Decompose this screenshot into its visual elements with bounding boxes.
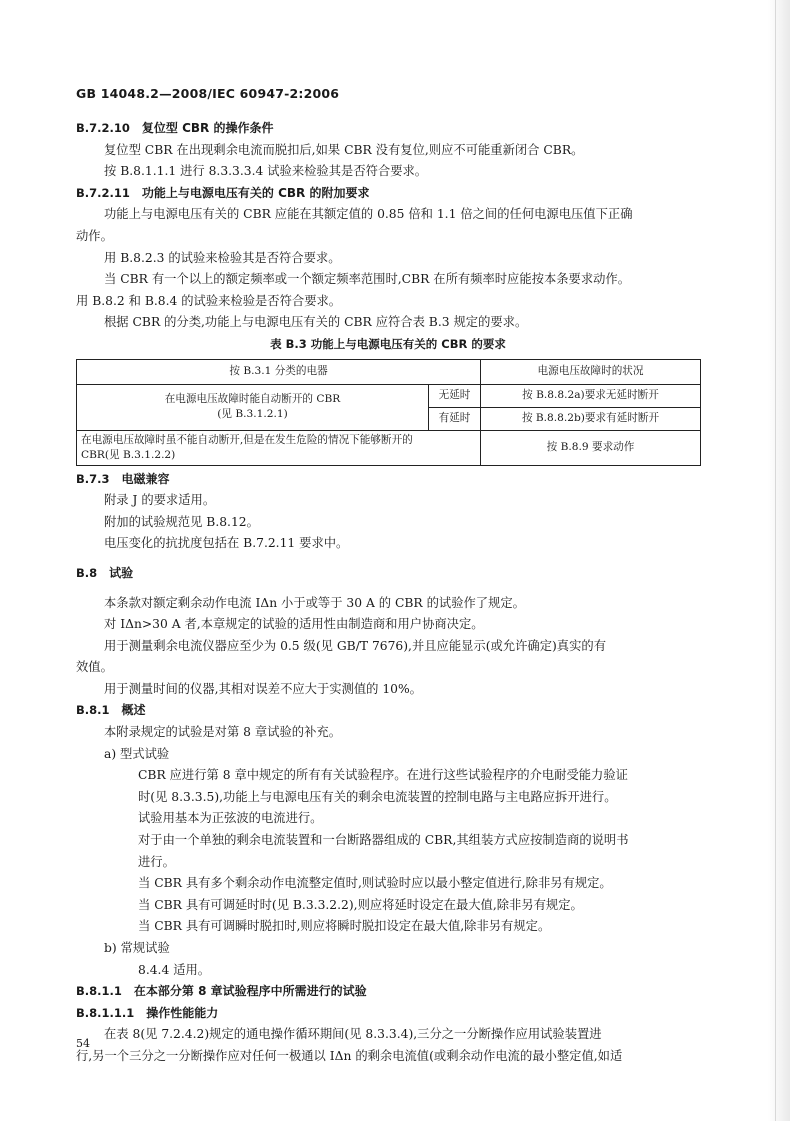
table-header-status: 电源电压故障时的状况 [481, 359, 701, 384]
paragraph-line: 对 IΔn>30 A 者,本章规定的试验的适用性由制造商和用户协商决定。 [104, 617, 484, 632]
section-heading [76, 563, 700, 585]
section-title: 试验 [109, 565, 134, 580]
table-cell-non-auto-status: 按 B.8.9 要求动作 [481, 430, 701, 465]
spacer [76, 585, 700, 593]
table-row [77, 384, 701, 407]
section-number: B.7.2.11 [76, 185, 130, 200]
paragraph-line: 用于测量时间的仪器,其相对误差不应大于实测值的 10%。 [104, 681, 422, 696]
section-number: B.7.3 [76, 471, 110, 486]
section-number: B.8 [76, 565, 98, 580]
paragraph-line: 8.4.4 适用。 [138, 962, 211, 977]
page-number: 54 [76, 1037, 90, 1050]
section-heading [76, 981, 700, 1003]
table-cell-text: 在电源电压故障时虽不能自动断开,但是在发生危险的情况下能够断开的 [81, 433, 413, 446]
table-cell-no-delay-status: 按 B.8.8.2a)要求无延时断开 [481, 384, 701, 407]
section-title: 操作性能能力 [146, 1005, 219, 1020]
paragraph-line: 当 CBR 具有可调延时时(见 B.3.3.2.2),则应将延时设定在最大值,除非另有规定。 [138, 897, 583, 912]
paragraph-line: 当 CBR 具有多个剩余动作电流整定值时,则试验时应以最小整定值进行,除非另有规定。 [138, 876, 612, 891]
paragraph-line: 当 CBR 具有可调瞬时脱扣时,则应将瞬时脱扣设定在最大值,除非另有规定。 [138, 919, 551, 934]
paragraph-line: 附录 J 的要求适用。 [104, 493, 216, 508]
paragraph-line: 本条款对额定剩余动作电流 IΔn 小于或等于 30 A 的 CBR 的试验作了规定。 [104, 595, 525, 610]
paragraph-continuation: 效值。 [76, 660, 113, 675]
paragraph-line: 当 CBR 有一个以上的额定频率或一个额定频率范围时,CBR 在所有频率时应能按本条要求动作。 [104, 272, 631, 287]
section-b7-2 [76, 118, 700, 334]
standard-header: GB 14048.2—2008/IEC 60947-2:2006 [76, 86, 340, 101]
section-heading [76, 700, 700, 722]
paragraph-line: 用 B.8.2.3 的试验来检验其是否符合要求。 [104, 250, 341, 265]
paragraph-continuation: 行,另一个三分之一分断操作应对任何一极通以 IΔn 的剩余电流值(或剩余动作电流的最小整定值,如适 [76, 1048, 623, 1063]
paragraph-line: 用于测量剩余电流仪器应至少为 0.5 级(见 GB/T 7676),并且应能显示(或允许确定)真实的有 [104, 638, 606, 653]
paragraph-line: 时(见 8.3.3.5),功能上与电源电压有关的剩余电流装置的控制电路与主电路应拆开进行。 [138, 789, 617, 804]
paragraph-line: 在表 8(见 7.2.4.2)规定的通电操作循环期间(见 8.3.3.4),三分之一分断操作应用试验装置进 [104, 1027, 602, 1042]
section-number: B.8.1.1.1 [76, 1005, 135, 1020]
paragraph-continuation: 用 B.8.2 和 B.8.4 的试验来检验是否符合要求。 [76, 293, 342, 308]
paragraph-continuation: 动作。 [76, 228, 113, 243]
table-cell-with-delay-status: 按 B.8.8.2b)要求有延时断开 [481, 407, 701, 430]
paragraph-line: 按 B.8.1.1.1 进行 8.3.3.3.4 试验来检验其是否符合要求。 [104, 164, 428, 179]
table-row [77, 430, 701, 465]
section-title: 概述 [121, 703, 146, 718]
table-cell-text: CBR(见 B.3.1.2.2) [81, 448, 176, 461]
paragraph-line: 复位型 CBR 在出现剩余电流而脱扣后,如果 CBR 没有复位,则应不可能重新闭合 CBR。 [104, 142, 584, 157]
section-number: B.8.1.1 [76, 984, 122, 999]
table-cell-text: 在电源电压故障时能自动断开的 CBR [164, 393, 341, 406]
paragraph-line: CBR 应进行第 8 章中规定的所有有关试验程序。在进行这些试验程序的介电耐受能力验证 [138, 768, 628, 783]
table-cell-auto-open-label [77, 384, 429, 430]
section-heading [76, 118, 700, 140]
section-number: B.8.1 [76, 703, 110, 718]
page-edge-line [775, 0, 776, 1121]
section-number: B.7.2.10 [76, 121, 130, 135]
table-caption: 表 B.3 功能上与电源电压有关的 CBR 的要求 [270, 336, 506, 351]
paragraph-line: 功能上与电源电压有关的 CBR 应能在其额定值的 0.85 倍和 1.1 倍之间的任何电源电压值下正确 [104, 207, 633, 222]
spacer [76, 555, 700, 563]
paragraph-line: 根据 CBR 的分类,功能上与电源电压有关的 CBR 应符合表 B.3 规定的要求。 [104, 315, 528, 330]
section-title: 复位型 CBR 的操作条件 [141, 121, 274, 135]
section-heading [76, 183, 700, 205]
paragraph-line: 对于由一个单独的剩余电流装置和一台断路器组成的 CBR,其组装方式应按制造商的说明书 [138, 833, 629, 848]
section-title: 功能上与电源电压有关的 CBR 的附加要求 [141, 185, 370, 200]
table-cell-non-auto-label [77, 430, 481, 465]
section-b7-3-b8 [76, 469, 700, 1068]
paragraph-line: 电压变化的抗扰度包括在 B.7.2.11 要求中。 [104, 536, 349, 551]
paragraph-line: 进行。 [138, 854, 175, 869]
section-title: 电磁兼容 [121, 471, 170, 486]
table-cell-with-delay: 有延时 [429, 407, 481, 430]
requirements-table-b3 [76, 359, 701, 466]
document-body [76, 118, 700, 1068]
section-title: 在本部分第 8 章试验程序中所需进行的试验 [133, 984, 367, 999]
section-heading [76, 469, 700, 491]
paragraph-line: a) 型式试验 [104, 746, 170, 761]
table-header-classification: 按 B.3.1 分类的电器 [77, 359, 481, 384]
table-header-row [77, 359, 701, 384]
paragraph-line: 附加的试验规范见 B.8.12。 [104, 514, 259, 529]
section-heading [76, 1003, 700, 1025]
paragraph-line: b) 常规试验 [104, 941, 170, 955]
paragraph-line: 本附录规定的试验是对第 8 章试验的补充。 [104, 725, 341, 740]
table-cell-no-delay: 无延时 [429, 384, 481, 407]
table-cell-text: (见 B.3.1.2.1) [217, 408, 288, 421]
page-edge-shadow [768, 0, 790, 1121]
paragraph-line: 试验用基本为正弦波的电流进行。 [138, 811, 323, 826]
